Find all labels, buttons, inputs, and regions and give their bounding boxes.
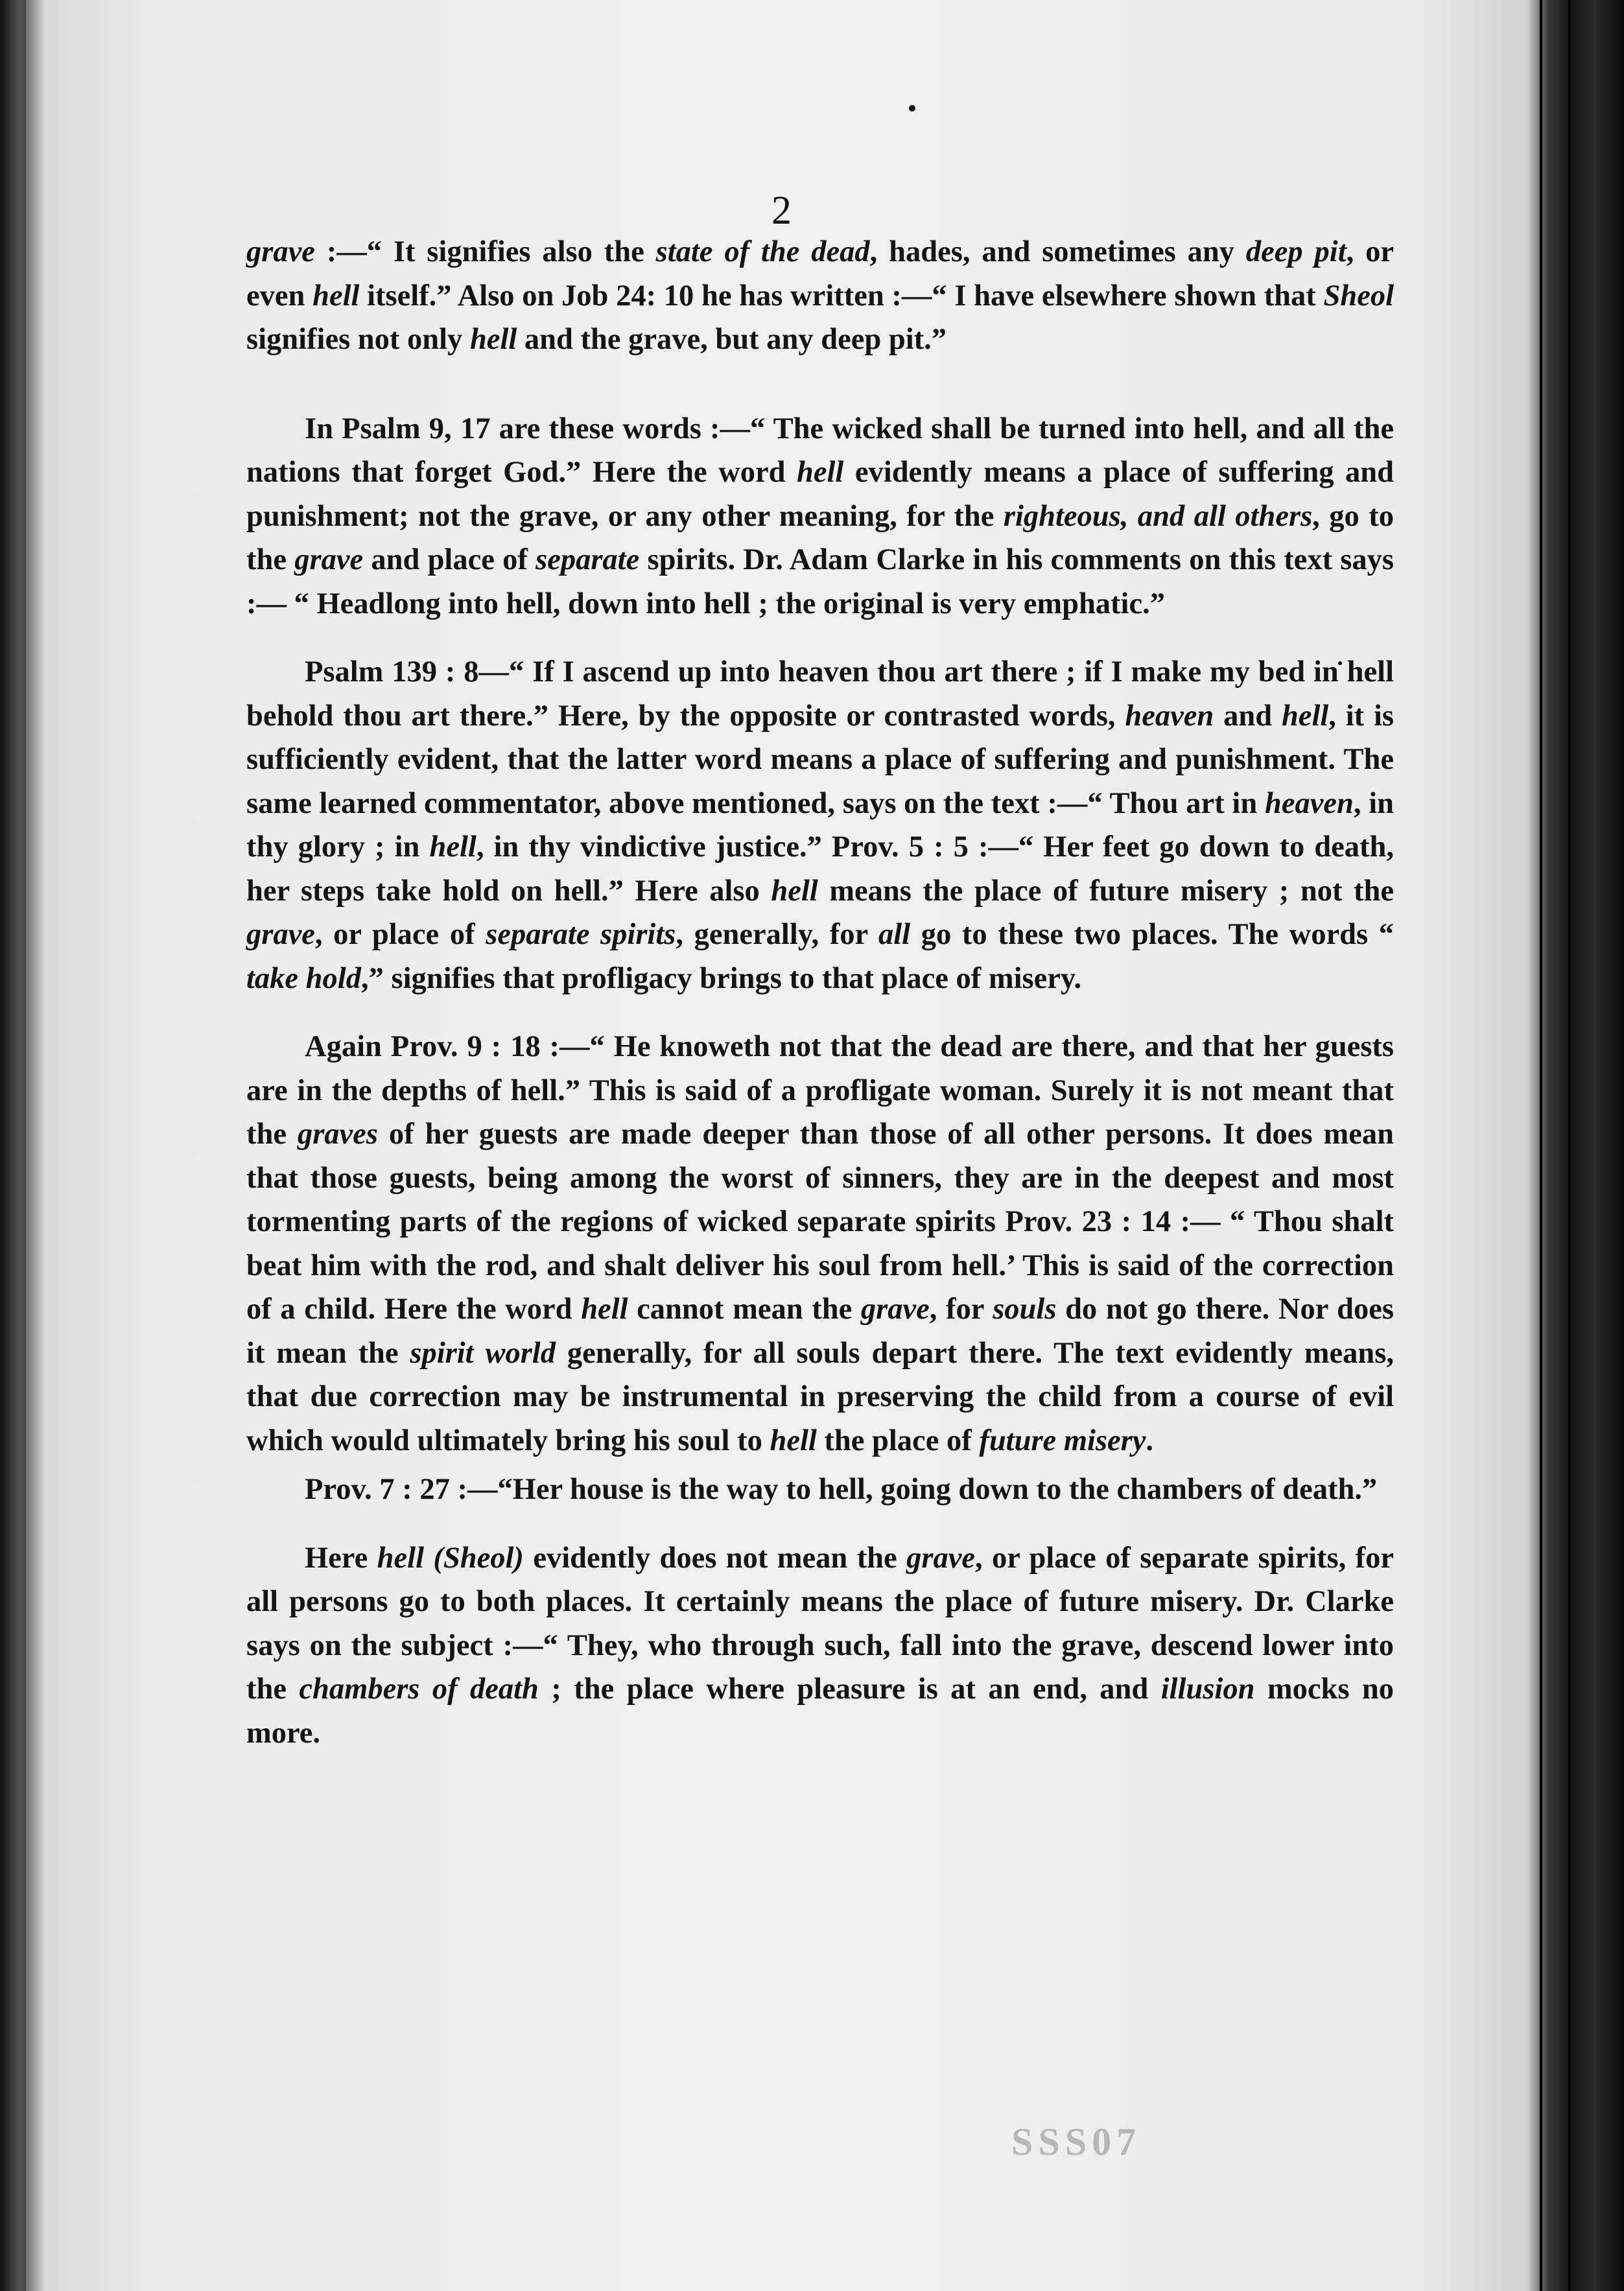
text-run: signifies not only xyxy=(246,323,470,356)
italic-text: heaven xyxy=(1264,786,1354,820)
text-run: :—“ It signifies also the xyxy=(314,235,656,268)
text-run: , hades, and sometimes any xyxy=(869,235,1246,268)
text-run: itself.” Also on Job 24: 10 he has written :—“ I have elsewhere shown that xyxy=(359,279,1324,312)
italic-text: righteous, and all others xyxy=(1003,499,1313,533)
paragraph xyxy=(246,650,1394,1000)
text-run: , or even xyxy=(246,235,1395,312)
italic-text: grave xyxy=(906,1541,975,1575)
text-run: Again Prov. 9 : 18 :—“ He knoweth not that the dead are there, and that her guests are in the depths of hell.” This is said of a profligate woman. Surely it is not meant that the xyxy=(246,1030,1394,1151)
italic-text: hell xyxy=(312,279,360,312)
italic-text: hell xyxy=(771,874,818,908)
italic-text: grave xyxy=(246,918,315,951)
italic-text: deep pit xyxy=(1245,235,1347,268)
text-run: Here xyxy=(305,1541,377,1575)
text-run: . xyxy=(1146,1424,1153,1457)
ink-speck xyxy=(909,105,915,112)
italic-text: grave xyxy=(246,235,315,268)
text-run: and the grave, but any deep pit.” xyxy=(517,323,947,356)
text-run: means the place of future misery ; not the xyxy=(818,874,1394,908)
text-run: ; the place where pleasure is at an end, and xyxy=(538,1673,1161,1706)
text-run: , in thy glory ; in xyxy=(246,786,1395,864)
paragraph xyxy=(246,1025,1394,1463)
italic-text: illusion xyxy=(1160,1673,1255,1706)
bleed-through-stamp: SSS07 xyxy=(1011,2121,1142,2163)
text-run: Prov. 7 : 27 :—“Her house is the way to hell, going down to the chambers of death.” xyxy=(305,1473,1378,1506)
text-run: and xyxy=(1214,699,1282,733)
paragraph xyxy=(246,1536,1394,1756)
italic-text: hell xyxy=(797,456,844,489)
text-run: generally, for all souls depart there. The text evidently means, that due correction may be instrumental in preserving the child from a course of evil which would ultimately bring his soul to xyxy=(246,1336,1395,1457)
binding-line xyxy=(1568,0,1571,2291)
text-run: the place of xyxy=(816,1424,980,1457)
italic-text: hell xyxy=(469,323,517,356)
text-run: evidently means a place of suffering and punishment; not the grave, or any other meaning, for the xyxy=(246,456,1394,533)
text-run: , in thy vindictive justice.” Prov. 5 : 5 :—“ Her feet go down to death, her steps take hold on hell.” Here also xyxy=(246,830,1394,908)
text-run: spirits. Dr. Adam Clarke in his comments on this text says :— “ Headlong into hell, down into hell ; the original is very emphatic.” xyxy=(246,543,1394,620)
text-run: , or place of separate spirits, for all persons go to both places. It certainly means the place of future misery. Dr. Clarke says on the subject :—“ They, who through such, fall into the grave, descend lower into the xyxy=(246,1541,1394,1706)
text-run: , or place of xyxy=(314,918,486,951)
text-run: do not go there. Nor does it mean the xyxy=(246,1293,1394,1370)
italic-text: hell (Sheol) xyxy=(377,1541,524,1575)
italic-text: chambers of death xyxy=(299,1673,539,1706)
text-run: go to these two places. The words “ xyxy=(910,918,1394,951)
page-number: 2 xyxy=(771,189,792,233)
italic-text: all xyxy=(878,918,911,951)
body-text xyxy=(246,230,1394,1755)
text-run: In Psalm 9, 17 are these words :—“ The wicked shall be turned into hell, and all the nations that forget God.” Here the word xyxy=(246,412,1394,489)
italic-text: separate xyxy=(535,543,640,576)
text-run: , it is sufficiently evident, that the latter word means a place of suffering and punishment. The same learned commentator, above mentioned, says on the text :—“ Thou art in xyxy=(246,699,1395,820)
text-run: , for xyxy=(929,1293,993,1326)
paragraph xyxy=(246,1468,1394,1512)
paragraph xyxy=(246,230,1394,362)
italic-text: heaven xyxy=(1125,699,1214,733)
paragraph xyxy=(246,407,1394,626)
text-run: Psalm 139 : 8—“ If I ascend up into heaven thou art there ; if I make my bed in hell behold thou art there.” Here, by the opposite or contrasted words, xyxy=(246,655,1394,733)
italic-text: hell xyxy=(429,830,477,864)
text-run: , go to the xyxy=(246,499,1395,576)
italic-text: hell xyxy=(1281,699,1329,733)
italic-text: separate spirits xyxy=(486,918,676,951)
text-run: ,” signifies that profligacy brings to that place of misery. xyxy=(360,961,1082,995)
text-run: evidently does not mean the xyxy=(523,1541,907,1575)
italic-text: future misery xyxy=(979,1424,1146,1457)
italic-text: hell xyxy=(770,1424,817,1457)
binding-line xyxy=(1540,0,1542,2291)
book-binding xyxy=(1527,0,1624,2291)
text-run: mocks no more. xyxy=(246,1673,1394,1750)
italic-text: take hold xyxy=(246,961,361,995)
italic-text: hell xyxy=(581,1293,628,1326)
text-run: , generally, for xyxy=(676,918,878,951)
italic-text: grave xyxy=(294,543,364,576)
text-run: and place of xyxy=(363,543,536,576)
left-edge-shadow xyxy=(0,0,45,2291)
italic-text: state of the dead xyxy=(655,235,870,268)
italic-text: grave xyxy=(860,1293,930,1326)
italic-text: spirit world xyxy=(410,1336,556,1370)
text-run: cannot mean the xyxy=(628,1293,861,1326)
text-run: of her guests are made deeper than those of all other persons. It does mean that those guests, being among the worst of sinners, they are in the deepest and most tormenting parts of the regions of wicked separate spirits Prov. 23 : 14 :— “ Thou shalt beat him with the rod, and shalt deliver his soul from hell.’ This is said of the correction of a child. Here the word xyxy=(246,1118,1394,1326)
italic-text: graves xyxy=(297,1118,378,1151)
italic-text: Sheol xyxy=(1323,279,1395,312)
italic-text: souls xyxy=(993,1293,1057,1326)
